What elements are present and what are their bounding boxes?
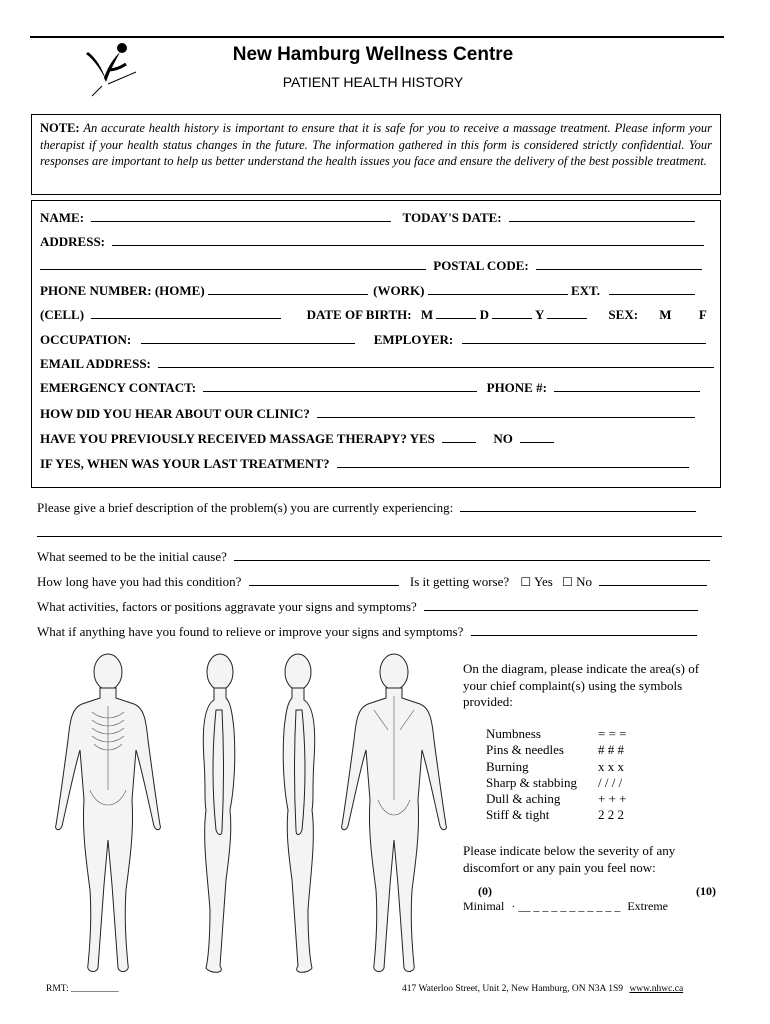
row-hear	[40, 405, 695, 422]
symbol-mark: x x x	[598, 758, 624, 774]
body-back-figure[interactable]	[338, 650, 450, 980]
sex-f-option[interactable]: F	[698, 307, 707, 322]
scale-marks[interactable]: · __ _ _ _ _ _ _ _ _ _ _	[511, 899, 621, 913]
emergency-phone-field[interactable]	[554, 379, 700, 392]
prev-no-field[interactable]	[520, 430, 554, 443]
symbol-mark: / / / /	[598, 774, 623, 790]
row-prev-massage	[40, 430, 554, 447]
duration-question	[37, 573, 707, 590]
body-front-figure[interactable]	[52, 650, 164, 980]
relieve-label: What if anything have you found to relieve or improve your signs and symptoms?	[37, 624, 464, 639]
problem-field-line2[interactable]	[37, 536, 722, 537]
work-field[interactable]	[428, 282, 568, 295]
work-label: (WORK)	[373, 283, 425, 298]
cause-field[interactable]	[234, 548, 710, 561]
symbol-mark: = = =	[598, 726, 627, 741]
worse-field[interactable]	[599, 573, 707, 586]
sex-label: SEX:	[608, 307, 639, 322]
symbol-name: Dull & aching	[486, 791, 561, 807]
last-treatment-label: IF YES, WHEN WAS YOUR LAST TREATMENT?	[40, 456, 330, 471]
occupation-field[interactable]	[141, 331, 355, 344]
relieve-question	[37, 623, 697, 640]
hear-field[interactable]	[317, 405, 695, 418]
problem-question	[37, 499, 696, 516]
occupation-label: OCCUPATION:	[40, 332, 132, 347]
note-text: An accurate health history is important to ensure that it is safe for you to receive a massage treatment. Please inform your therapist if your health status changes in the future. The information gathered in this form is considered strictly confidential. Your responses are important to help us better understand the health issues you face and ensure the delivery of the best possible treatment.	[40, 121, 713, 168]
dob-year-field[interactable]	[547, 306, 587, 319]
scale-max-label: Extreme	[627, 899, 668, 913]
name-label: NAME:	[40, 210, 85, 225]
emergency-phone-label: PHONE #:	[486, 380, 547, 395]
date-label: TODAY'S DATE:	[402, 210, 502, 225]
sex-m-option[interactable]: M	[659, 307, 672, 322]
symbol-name: Burning	[486, 758, 529, 774]
clinic-title: New Hamburg Wellness Centre	[232, 44, 514, 65]
aggravate-question	[37, 598, 698, 615]
row-occupation	[40, 331, 706, 348]
prev-no-label: NO	[493, 431, 513, 446]
cause-label: What seemed to be the initial cause?	[37, 549, 227, 564]
row-phone	[40, 282, 695, 299]
employer-label: EMPLOYER:	[373, 332, 454, 347]
symbol-name: Stiff & tight	[486, 807, 550, 823]
symbol-name: Pins & needles	[486, 742, 564, 758]
row-name	[40, 209, 695, 226]
worse-no-label: No	[576, 574, 593, 589]
dob-d-label: D	[479, 307, 489, 322]
form-title: PATIENT HEALTH HISTORY	[282, 74, 464, 90]
aggravate-field[interactable]	[424, 598, 698, 611]
ext-label: EXT.	[570, 283, 600, 298]
emergency-label: EMERGENCY CONTACT:	[40, 380, 197, 395]
last-treatment-field[interactable]	[337, 455, 689, 468]
dob-y-label: Y	[535, 307, 544, 322]
name-field[interactable]	[91, 209, 391, 222]
worse-label: Is it getting worse?	[409, 574, 510, 589]
header-rule	[30, 36, 724, 38]
row-emergency	[40, 379, 700, 396]
phone-home-field[interactable]	[208, 282, 368, 295]
postal-label: POSTAL CODE:	[433, 258, 529, 273]
scale-max-value: (10)	[696, 884, 716, 898]
symbol-names	[486, 726, 577, 824]
symbol-mark: 2 2 2	[598, 807, 624, 823]
address-field[interactable]	[112, 233, 704, 246]
worse-no-checkbox[interactable]: ☐	[562, 575, 573, 589]
postal-field[interactable]	[536, 257, 702, 270]
scale-min-value: (0)	[478, 884, 492, 898]
dob-day-field[interactable]	[492, 306, 532, 319]
dob-m-label: M	[420, 307, 434, 322]
body-side-right-figure[interactable]	[190, 650, 250, 980]
pain-scale	[463, 899, 668, 914]
body-side-left-figure[interactable]	[268, 650, 328, 980]
prev-yes-field[interactable]	[442, 430, 476, 443]
note-label: NOTE:	[40, 121, 80, 135]
emergency-field[interactable]	[203, 379, 477, 392]
date-field[interactable]	[509, 209, 695, 222]
diagram-instructions: On the diagram, please indicate the area(s) of your chief complaint(s) using the symbols provided:	[463, 661, 700, 709]
address-line2-field[interactable]	[40, 257, 426, 270]
address-label: ADDRESS:	[40, 234, 106, 249]
hear-label: HOW DID YOU HEAR ABOUT OUR CLINIC?	[40, 406, 310, 421]
symbol-name: Sharp & stabbing	[486, 774, 577, 790]
row-cell	[40, 306, 707, 323]
prev-massage-label: HAVE YOU PREVIOUSLY RECEIVED MASSAGE THERAPY? YES	[40, 431, 435, 446]
row-last-treatment	[40, 455, 689, 472]
email-field[interactable]	[158, 355, 714, 368]
email-label: EMAIL ADDRESS:	[40, 356, 151, 371]
employer-field[interactable]	[462, 331, 706, 344]
dob-month-field[interactable]	[436, 306, 476, 319]
address-text: 417 Waterloo Street, Unit 2, New Hamburg, ON N3A 1S9	[402, 984, 624, 994]
row-postal	[40, 257, 702, 274]
duration-label: How long have you had this condition?	[37, 574, 242, 589]
cell-field[interactable]	[91, 306, 281, 319]
ext-field[interactable]	[609, 282, 695, 295]
symbol-marks	[598, 726, 627, 824]
clinic-address	[402, 984, 683, 994]
row-address	[40, 233, 704, 250]
symbol-mark: # # #	[598, 742, 624, 758]
problem-label: Please give a brief description of the problem(s) you are currently experiencing:	[37, 500, 454, 515]
patient-info-box	[31, 200, 721, 488]
dob-label: DATE OF BIRTH:	[306, 307, 412, 322]
aggravate-label: What activities, factors or positions aggravate your signs and symptoms?	[37, 599, 417, 614]
duration-field[interactable]	[249, 573, 399, 586]
clinic-logo	[78, 40, 148, 98]
rmt-signature: RMT: __________	[46, 984, 119, 994]
worse-yes-checkbox[interactable]: ☐	[520, 575, 532, 589]
cell-label: (CELL)	[40, 307, 85, 322]
phone-home-label: PHONE NUMBER: (HOME)	[40, 283, 205, 298]
relieve-field[interactable]	[471, 623, 697, 636]
severity-instructions: Please indicate below the severity of any discomfort or any pain you feel now:	[463, 843, 676, 875]
problem-field[interactable]	[460, 499, 696, 512]
website-link[interactable]: www.nhwc.ca	[629, 984, 684, 994]
cause-question	[37, 548, 710, 565]
note-box	[31, 114, 721, 195]
symbol-name: Numbness	[486, 726, 541, 741]
row-email	[40, 355, 714, 372]
symbol-mark: + + +	[598, 791, 627, 807]
scale-min-label: Minimal	[463, 899, 505, 913]
worse-yes-label: Yes	[533, 574, 553, 589]
